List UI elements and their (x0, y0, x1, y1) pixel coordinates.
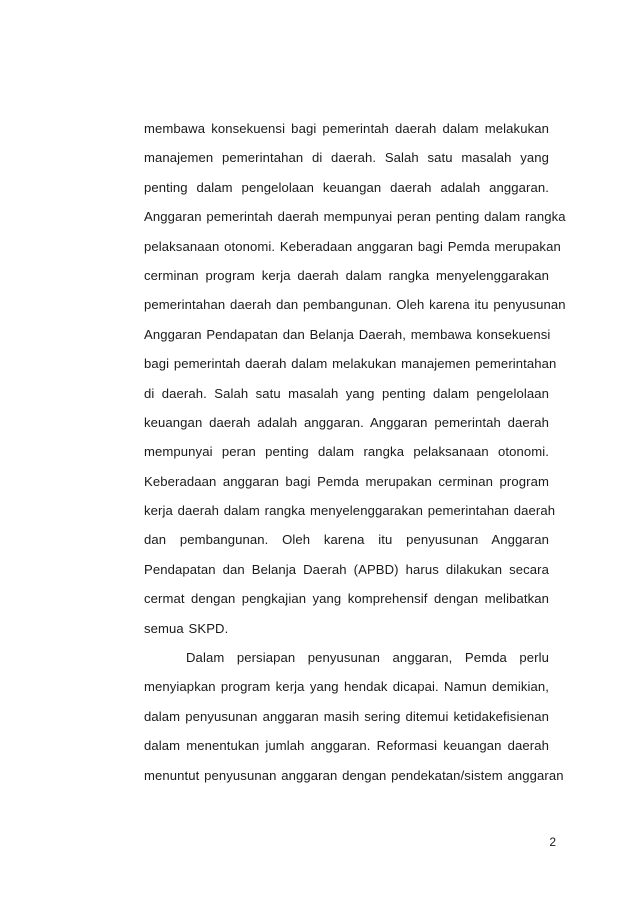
text-line: dalam penyusunan anggaran masih sering ditemui ketidakefisienan (144, 708, 549, 724)
text-line: penting dalam pengelolaan keuangan daerah adalah anggaran. (144, 179, 549, 195)
text-line: cermat dengan pengkajian yang komprehensif dengan melibatkan (144, 591, 549, 607)
text-line: membawa konsekuensi bagi pemerintah daerah dalam melakukan (144, 121, 549, 136)
text-line: keuangan daerah adalah anggaran. Anggaran pemerintah daerah (144, 414, 549, 430)
text-line: Anggaran Pendapatan dan Belanja Daerah, membawa konsekuensi (144, 326, 551, 342)
text-line: kerja daerah dalam rangka menyelenggarakan pemerintahan daerah (144, 503, 556, 519)
text-line: Anggaran pemerintah daerah mempunyai peran penting dalam rangka (144, 209, 566, 225)
text-line: menuntut penyusunan anggaran dengan pendekatan/sistem anggaran (144, 767, 564, 783)
text-line: Pendapatan dan Belanja Daerah (APBD) harus dilakukan secara (144, 561, 549, 577)
paragraph-start-line: Dalam persiapan penyusunan anggaran, Pemda perlu (186, 650, 549, 666)
text-line: Keberadaan anggaran bagi Pemda merupakan cerminan program (144, 473, 549, 489)
text-line: cerminan program kerja daerah dalam rangka menyelenggarakan (144, 267, 549, 283)
text-line: dalam menentukan jumlah anggaran. Reformasi keuangan daerah (144, 738, 549, 754)
text-line: menyiapkan program kerja yang hendak dicapai. Namun demikian, (144, 679, 549, 695)
text-line: pelaksanaan otonomi. Keberadaan anggaran bagi Pemda merupakan (144, 238, 561, 254)
body-text (144, 120, 566, 796)
text-line: mempunyai peran penting dalam rangka pelaksanaan otonomi. (144, 444, 549, 460)
page-number: 2 (549, 835, 556, 849)
text-line: bagi pemerintah daerah dalam melakukan manajemen pemerintahan (144, 356, 557, 372)
text-line: dan pembangunan. Oleh karena itu penyusunan Anggaran (144, 532, 549, 548)
text-line: pemerintahan daerah dan pembangunan. Oleh karena itu penyusunan (144, 297, 566, 313)
paragraph-end-line: semua SKPD. (144, 620, 229, 636)
text-line: manajemen pemerintahan di daerah. Salah satu masalah yang (144, 150, 549, 166)
text-line: di daerah. Salah satu masalah yang penting dalam pengelolaan (144, 385, 549, 401)
